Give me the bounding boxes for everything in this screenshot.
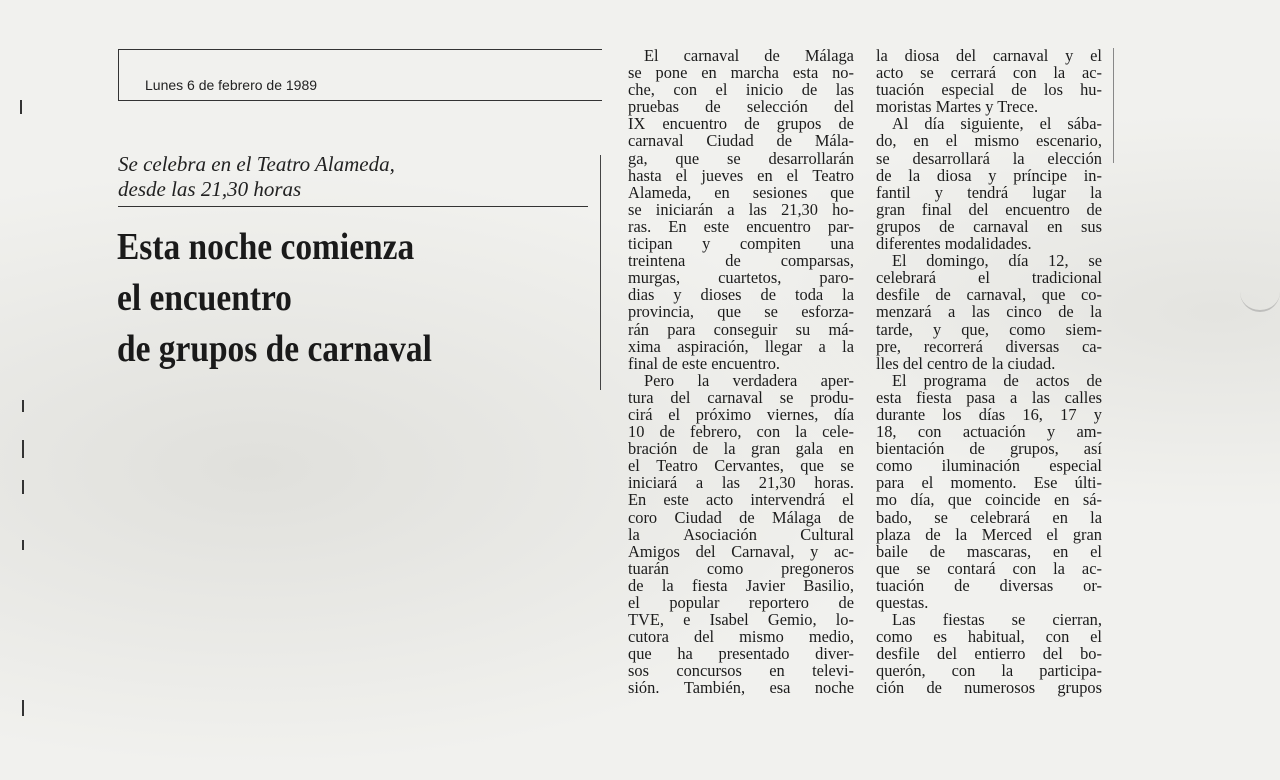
article-headline [117, 222, 539, 375]
scan-edge-mark [1240, 270, 1280, 312]
text-line: el popular reportero de [628, 593, 854, 612]
text-line: pre, recorrerá diversas ca- [876, 336, 1102, 356]
text-line: bado, se celebrará en la [876, 507, 1102, 527]
text-line: murgas, cuartetos, paro- [628, 268, 854, 288]
text-line: dias y dioses de toda la [628, 285, 854, 305]
text-line: ras. En este encuentro par- [628, 216, 854, 236]
text-line: sión. También, esa noche [628, 678, 854, 698]
text-line: cutora del mismo medio, [628, 627, 854, 647]
text-line: bración de la gran gala en [628, 439, 854, 459]
text-line: de la diosa y príncipe in- [876, 165, 1102, 185]
headline-line: Esta noche comienza [117, 226, 415, 268]
text-line: celebrará el tradicional [876, 268, 1102, 288]
text-line: tuación especial de los hu- [876, 80, 1102, 100]
text-line: do, en el mismo escenario, [876, 131, 1102, 151]
scan-mark [22, 480, 24, 494]
text-line: IX encuentro de grupos de [628, 114, 854, 134]
text-line: En este acto intervendrá el [628, 490, 854, 510]
text-line: TVE, e Isabel Gemio, lo- [628, 610, 854, 630]
text-line: hasta el jueves en el Teatro [628, 165, 854, 185]
text-line: Las fiestas se cierran, [892, 610, 1102, 630]
text-line: fantil y tendrá lugar la [876, 182, 1102, 202]
text-line: querón, con la participa- [876, 661, 1102, 681]
scan-mark [22, 700, 24, 716]
text-line: esta fiesta pasa a las calles [876, 387, 1102, 407]
text-line: xima aspiración, llegar a la [628, 336, 854, 356]
text-line: treintena de comparsas, [628, 251, 854, 271]
headline-line: de grupos de carnaval [117, 328, 432, 370]
article-column-1 [628, 47, 854, 697]
scan-mark [22, 400, 24, 412]
text-line: se iniciarán a las 21,30 ho- [628, 199, 854, 219]
text-line: tura del carnaval se produ- [628, 387, 854, 407]
text-line: 18, con actuación y am- [876, 422, 1102, 442]
text-line: tuarán como pregoneros [628, 558, 854, 578]
text-line: diferentes modalidades. [876, 234, 1032, 254]
text-line: El carnaval de Málaga [644, 46, 854, 65]
text-line: provincia, que se esforza- [628, 302, 854, 322]
text-line: sos concursos en televi- [628, 661, 854, 681]
text-line: moristas Martes y Trece. [876, 97, 1039, 117]
subtitle-line: desde las 21,30 horas [118, 177, 302, 201]
text-line: de la fiesta Javier Basilio, [628, 575, 854, 595]
headline-line: el encuentro [117, 277, 292, 319]
text-line: ga, que se desarrollarán [628, 148, 854, 168]
text-line: iniciará a las 21,30 horas. [628, 473, 854, 493]
text-line: desfile del entierro del bo- [876, 644, 1102, 664]
text-line: durante los días 16, 17 y [876, 404, 1102, 424]
text-line: tarde, y que, como siem- [876, 319, 1102, 339]
text-line: la diosa del carnaval y el [876, 46, 1102, 65]
subtitle-line: Se celebra en el Teatro Alameda, [118, 152, 395, 176]
text-line: Pero la verdadera aper- [644, 370, 854, 390]
text-line: el Teatro Cervantes, que se [628, 456, 854, 476]
text-line: gran final del encuentro de [876, 199, 1102, 219]
text-line: plaza de la Merced el gran [876, 524, 1102, 544]
column-rule [600, 155, 601, 390]
scan-mark [22, 440, 24, 458]
text-line: carnaval Ciudad de Mála- [628, 131, 854, 151]
article-column-2 [876, 47, 1102, 697]
text-line: desfile de carnaval, que co- [876, 285, 1102, 305]
text-line: El domingo, día 12, se [892, 251, 1102, 271]
text-line: ción de numerosos grupos [876, 678, 1102, 698]
date-box [118, 49, 602, 101]
publication-date: Lunes 6 de febrero de 1989 [145, 77, 318, 93]
text-line: que se contará con la ac- [876, 558, 1102, 578]
text-line: questas. [876, 593, 929, 612]
text-line: se pone en marcha esta no- [628, 63, 854, 83]
text-line: coro Ciudad de Málaga de [628, 507, 854, 527]
article-subtitle [118, 152, 588, 202]
text-line: Al día siguiente, el sába- [892, 114, 1102, 134]
text-line: mo día, que coincide en sá- [876, 490, 1102, 510]
text-line: para el momento. Ese últi- [876, 473, 1102, 493]
text-line: Alameda, en sesiones que [628, 182, 854, 202]
text-line: Amigos del Carnaval, y ac- [628, 541, 854, 561]
text-line: baile de mascaras, en el [876, 541, 1102, 561]
column-rule-right [1113, 48, 1114, 163]
scan-mark [20, 100, 22, 114]
text-line: bientación de grupos, así [876, 439, 1102, 459]
text-line: final de este encuentro. [628, 353, 780, 373]
text-line: tuación de diversas or- [876, 575, 1102, 595]
text-line: como es habitual, con el [876, 627, 1102, 647]
scan-mark [22, 540, 24, 550]
text-line: pruebas de selección del [628, 97, 854, 117]
text-line: cirá el próximo viernes, día [628, 404, 854, 424]
text-line: che, con el inicio de las [628, 80, 854, 100]
text-line: El programa de actos de [892, 370, 1102, 390]
subtitle-divider [118, 206, 588, 207]
text-line: 10 de febrero, con la cele- [628, 422, 854, 442]
text-line: menzará a las cinco de la [876, 302, 1102, 322]
text-line: la Asociación Cultural [628, 524, 854, 544]
text-line: que ha presentado diver- [628, 644, 854, 664]
text-line: como iluminación especial [876, 456, 1102, 476]
text-line: ticipan y compiten una [628, 234, 854, 254]
text-line: lles del centro de la ciudad. [876, 353, 1056, 373]
text-line: rán para conseguir su má- [628, 319, 854, 339]
text-line: grupos de carnaval en sus [876, 216, 1102, 236]
text-line: acto se cerrará con la ac- [876, 63, 1102, 83]
text-line: se desarrollará la elección [876, 148, 1102, 168]
